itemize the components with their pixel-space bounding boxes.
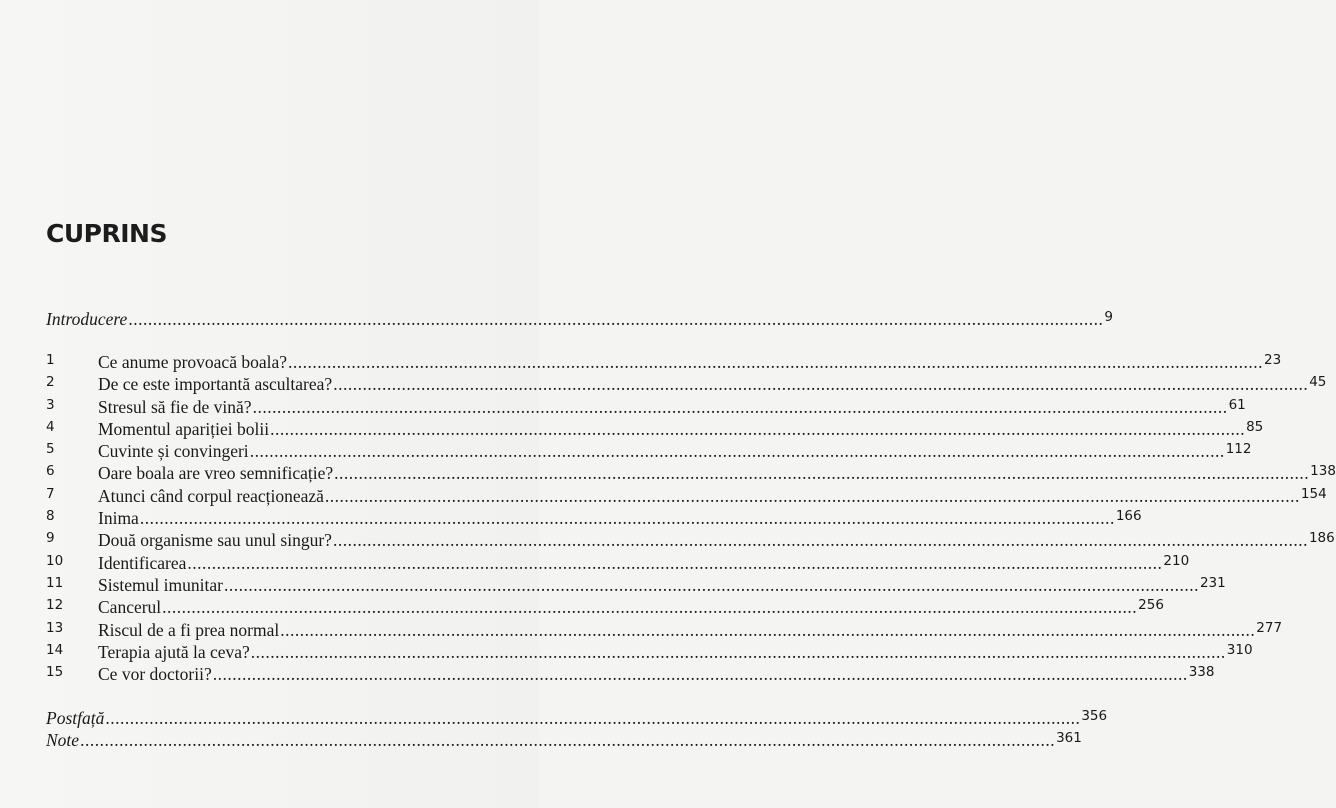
toc-entry-title: Terapia ajută la ceva? [98, 642, 250, 662]
leader-dots: ........................................................................................................................................................................................................ [80, 730, 1056, 750]
toc-entry-chapter-9 [46, 529, 1335, 551]
toc-entry-introducere [46, 308, 1113, 330]
toc-entry-title: Note [46, 730, 80, 750]
toc-entry-title: Ce anume provoacă boala? [98, 352, 288, 372]
toc-entry-page: 166 [1115, 508, 1142, 524]
toc-entry-chapter-13 [46, 619, 1283, 641]
chapter-number: 2 [46, 374, 55, 390]
toc-entry-page: 85 [1246, 419, 1264, 435]
leader-dots: ........................................................................................................................................................................................................ [223, 575, 1199, 595]
chapter-number: 4 [46, 419, 55, 435]
chapter-number: 3 [46, 397, 55, 413]
leader-dots: ........................................................................................................................................................................................................ [270, 419, 1246, 439]
toc-entry-title: Identificarea [98, 553, 187, 573]
toc-entry-title: Cancerul [98, 597, 162, 617]
toc-entry-page: 138 [1310, 463, 1336, 479]
leader-dots: ........................................................................................................................................................................................................ [212, 664, 1188, 684]
toc-entry-chapter-5 [46, 440, 1252, 462]
toc-entry-title: De ce este importantă ascultarea? [98, 374, 333, 394]
toc-entry-chapter-12 [46, 596, 1164, 618]
toc-entry-chapter-6 [46, 462, 1336, 484]
toc-entry-page: 256 [1138, 597, 1164, 613]
toc-entry-chapter-7 [46, 485, 1327, 507]
leader-dots: ........................................................................................................................................................................................................ [288, 352, 1264, 372]
toc-entry-chapter-1 [46, 351, 1282, 373]
toc-entry-page: 112 [1225, 441, 1252, 457]
toc-entry-chapter-15 [46, 663, 1215, 685]
page-title: CUPRINS [46, 219, 167, 248]
toc-entry-chapter-8 [46, 507, 1142, 529]
chapter-number: 5 [46, 441, 55, 457]
toc-entry-title: Momentul apariției bolii [98, 419, 270, 439]
leader-dots: ........................................................................................................................................................................................................ [250, 642, 1226, 662]
toc-entry-note [46, 729, 1082, 751]
leader-dots: ........................................................................................................................................................................................................ [128, 309, 1104, 329]
toc-entry-title: Două organisme sau unul singur? [98, 530, 332, 550]
chapter-number: 13 [46, 620, 64, 636]
toc-entry-page: 277 [1256, 620, 1283, 636]
toc-entry-chapter-14 [46, 641, 1253, 663]
chapter-number: 9 [46, 530, 55, 546]
toc-entry-page: 154 [1300, 486, 1327, 502]
toc-entry-chapter-3 [46, 396, 1246, 418]
toc-entry-page: 210 [1163, 553, 1190, 569]
toc-entry-page: 186 [1308, 530, 1335, 546]
chapter-number: 7 [46, 486, 55, 502]
leader-dots: ........................................................................................................................................................................................................ [324, 486, 1300, 506]
chapter-number: 15 [46, 664, 64, 680]
leader-dots: ........................................................................................................................................................................................................ [332, 530, 1308, 550]
toc-entry-postfata [46, 707, 1108, 729]
toc-entry-title: Sistemul imunitar [98, 575, 223, 595]
toc-entry-page: 338 [1188, 664, 1215, 680]
toc-entry-page: 45 [1309, 374, 1327, 390]
toc-entry-title: Postfață [46, 708, 105, 728]
leader-dots: ........................................................................................................................................................................................................ [252, 397, 1228, 417]
toc-entry-page: 361 [1056, 730, 1082, 746]
leader-dots: ........................................................................................................................................................................................................ [139, 508, 1115, 528]
leader-dots: ........................................................................................................................................................................................................ [105, 708, 1081, 728]
toc-entry-title: Riscul de a fi prea normal [98, 620, 280, 640]
leader-dots: ........................................................................................................................................................................................................ [333, 374, 1309, 394]
leader-dots: ........................................................................................................................................................................................................ [162, 597, 1138, 617]
toc-entry-chapter-10 [46, 552, 1190, 574]
toc-entry-title: Stresul să fie de vină? [98, 397, 252, 417]
toc-entry-chapter-4 [46, 418, 1264, 440]
toc-entry-page: 9 [1104, 309, 1113, 325]
leader-dots: ........................................................................................................................................................................................................ [187, 553, 1163, 573]
toc-entry-title: Ce vor doctorii? [98, 664, 212, 684]
chapter-number: 10 [46, 553, 64, 569]
toc-entry-chapter-2 [46, 373, 1327, 395]
chapter-number: 11 [46, 575, 64, 591]
leader-dots: ........................................................................................................................................................................................................ [334, 463, 1310, 483]
toc-entry-page: 61 [1228, 397, 1246, 413]
leader-dots: ........................................................................................................................................................................................................ [280, 620, 1256, 640]
toc-entry-title: Cuvinte și convingeri [98, 441, 249, 461]
toc-entry-page: 231 [1199, 575, 1226, 591]
chapter-number: 8 [46, 508, 55, 524]
toc-entry-page: 310 [1226, 642, 1253, 658]
chapter-number: 12 [46, 597, 64, 613]
toc-entry-page: 23 [1264, 352, 1282, 368]
toc-entry-title: Introducere [46, 309, 128, 329]
chapter-number: 14 [46, 642, 64, 658]
toc-entry-title: Inima [98, 508, 139, 528]
leader-dots: ........................................................................................................................................................................................................ [249, 441, 1225, 461]
toc-entry-title: Oare boala are vreo semnificație? [98, 463, 334, 483]
toc-entry-title: Atunci când corpul reacționează [98, 486, 324, 506]
chapter-number: 6 [46, 463, 55, 479]
toc-entry-chapter-11 [46, 574, 1226, 596]
toc-entry-page: 356 [1081, 708, 1108, 724]
chapter-number: 1 [46, 352, 55, 368]
